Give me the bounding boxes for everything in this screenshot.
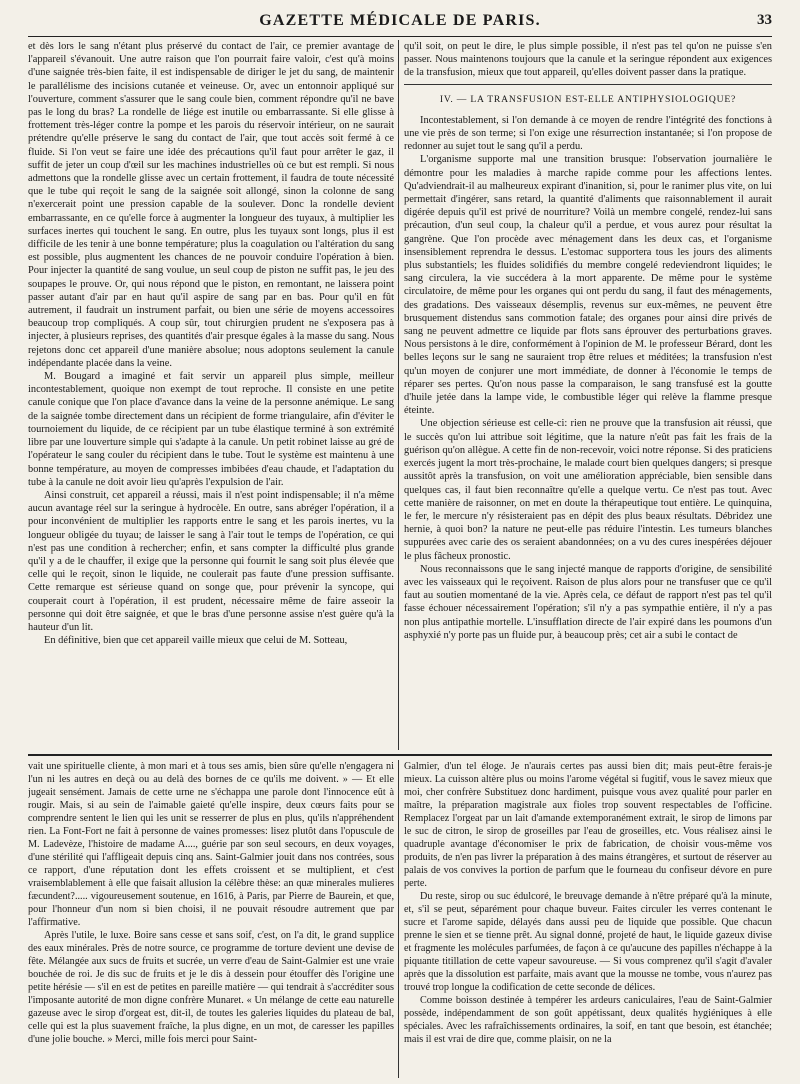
- paragraph: Nous reconnaissons que le sang injecté manque de rapports d'origine, de sensibilité avec les vaisseaux qui le reçoivent. Raison de plus alors pour ne transfuser que ce qu'il faut au soutien momentané de la vie. Après cela, ce défaut de rapport n'est pas tel qu'il fasse échouer nécessairement l'opération; s'il n'y a pas sympathie entière, il n'y a pas non plus antipathie mortelle. L'insufflation directe de l'air expiré dans les poumons d'un asphyxié n'y porte pas un fluide pur, à beaucoup près; cet air a subi le contact de: [404, 563, 772, 641]
- section-heading: IV. — LA TRANSFUSION EST-ELLE ANTIPHYSIOLOGIQUE?: [439, 93, 737, 105]
- page-number: 33: [757, 12, 772, 28]
- paragraph: L'organisme supporte mal une transition brusque: l'observation journalière le démontre pour les maladies à marche rapide comme pour les affections lentes. Qu'adviendrait-il au malheureux expirant d'inanition, si, pour le ranimer plus vite, on lui permettait d'ingérer, sans retard, la quantité d'aliments que raisonnablement il aurait digérée depuis qu'il est privé de nourriture? Voilà un membre congelé, rendez-lui sans précaution, d'un seul coup, la chaleur qu'il a perdue, et vous aurez pour résultat la gangrène. Que l'on procède avec ménagement dans les deux cas, et l'organisme insensiblement reprendra le dessus. L'estomac supportera tous les jours des aliments plus substantiels; les fluides solidifiés du membre congelé redeviendront liquides; le sang circulera, la vie succédera à la mort apparente. De même pour le système circulatoire, de même pour les organes qui ont perdu du sang, il faut des ménagements, des gradations. Des vaisseaux désemplis, revenus sur eux-mêmes, ne peuvent être brusquement distendus sans commotion fatale; des organes pour ainsi dire privés de sang ne peuvent admettre ce liquide par flots sans éprouver des perturbations graves. Nous persistons à le dire, conformément à l'opinion de M. le professeur Bérard, dont les belles leçons sur le sang ne sauraient trop être relues et méditées; la transfusion n'est qu'un moyen de conjurer une mort immédiate, de donner à l'économie le temps de réparer ses pertes. Qu'on nous passe la comparaison, le sang transfusé est la goutte d'huile jetée dans la lampe vide, le combustible léger qui relève la flamme presque éteinte.: [404, 154, 772, 417]
- paragraph: Incontestablement, si l'on demande à ce moyen de rendre l'intégrité des fonctions à une vie près de son terme; si l'on exige une résurrection instantanée; si l'on propose de redonner au sujet tout le sang qu'il a perdu.: [404, 114, 772, 153]
- feuilleton-column-right: [404, 760, 772, 1078]
- feuilleton-column-left: [28, 760, 394, 1078]
- paragraph: Après l'utile, le luxe. Boire sans cesse et sans soif, c'est, on l'a dit, le grand supplice des eaux minérales. Près de notre source, ce programme de torture devient une devise de fête. Mélangée aux sucs de fruits et sucrée, un verre d'eau de Saint-Galmier est une vraie bouchée de roi. Je dis suc de fruits et je le dis à dessein pour étouffer dès l'origine une petite hérésie — s'il en est de petites en pareille matière — qui tendrait à s'accréditer sous l'imposante autorité de mon digne confrère Munaret. « Un mélange de cette eau naturelle gazeuse avec le sirop d'orgeat est, dit-il, de toutes les galeries liquides du plateau de bal, celle qui est la plus suavement fraîche, la plus digne, en un mot, de caresser les papilles d'une jolie bouche. » Merci, mille fois merci pour Saint-: [28, 930, 394, 1045]
- section-rule: [404, 84, 772, 85]
- paragraph: Une objection sérieuse est celle-ci: rien ne prouve que la transfusion ait réussi, que le succès qu'on lui attribue soit légitime, que la nature n'eût pas fait les frais de la guérison qu'on allègue. A cette fin de non-recevoir, voici notre réponse. Si des praticiens exercés jugent la mort très-prochaine, le malade court bien quelques dangers; si presque aussitôt après la transfusion, on voit une amélioration appréciable, bien sensible dans quelques cas, il faut bien reconnaître qu'elle a quelque vertu. Ce n'est pas tout. Avec cette manière de raisonner, on met en doute la thérapeutique tout entière. Le quinquina, le fer, le mercure n'y résisteraient pas en dépit des plus beaux résultats. Débridez une hernie, à quoi bon? la nature ne peut-elle pas réduire l'intestin. Les tumeurs blanches suppurées avec carie des os seraient abandonnées; on a vu des cures inespérées déjouer le plus fâcheux pronostic.: [404, 418, 772, 562]
- paragraph: Galmier, d'un tel éloge. Je n'aurais certes pas aussi bien dit; mais peut-être ferais-je mieux. La cuisson altère plus ou moins l'arome végétal si fugitif, vous le savez mieux que moi, cher confrère Substituez donc hardiment, puisque vous avez qualité pour parler en maître, la préparation magistrale aux fioles trop souvent respectables de l'officine. Remplacez l'orgeat par un lait d'amande extemporanément extrait, le sirop de limons par le suc de citron, le sirop de groseilles par l'eau de groseilles, etc. Vous réalisez ainsi le quadruple avantage d'économiser le prix de fabrication, de choisir vous-même vos produits, de n'en pas livrer la préparation à des mains étrangères, et surtout de réserver au palais de vos convives la portion de parfum que le fourneau du confiseur dévore en pure perte.: [404, 761, 772, 889]
- article-column-left: [28, 40, 394, 750]
- paragraph: Du reste, sirop ou suc édulcoré, le breuvage demande à n'être préparé qu'à la minute, et, s'il se peut, séparément pour chaque buveur. Faites circuler les verres contenant le sucre et l'arome sapide, délayés dans aussi peu de liquide que possible. Que chacun prenne le sien et se tienne prêt. Au signal donné, projeté de haut, le liquide gazeux divise et fragmente les molécules parfumées, de façon à ce qu'aucune des papilles n'échappe à la piquante titillation de cette vapeur savoureuse. — Si vous comprenez qu'il s'agit d'avaler après que la dissolution est parfaite, mais avant que la mousse ne tombe, vous n'aurez pas trouvé trop longue la codification de cette seconde de délices.: [404, 891, 772, 993]
- feuilleton-divider: [28, 754, 772, 756]
- paragraph: Ainsi construit, cet appareil a réussi, mais il n'est point indispensable; il n'a même aucun avantage réel sur la seringue à hydrocèle. En outre, sans abréger l'opération, il a pour inconvénient de multiplier les rapports entre le sang et les parois inertes, vu la longueur obligée du tuyau; de laisser le sang à l'air tout le temps de l'opération, ce qui n'est pas une condition à rechercher; enfin, et sans compter la difficulté plus grande qu'il y a de le chauffer, il exige que la personne qui fournit le sang soit plus élevée que celle qui le reçoit, sinon le liquide, ne coulerait pas faute d'une pression suffisante. Cette remarque est sérieuse quand on songe que, pour prévenir la syncope, qui couperait court à l'opération, il est prudent, nécessaire même de faire asseoir la personne qui doit être saignée, et que le bras d'une personne assise n'est guère qu'à la hauteur d'un lit.: [28, 489, 394, 633]
- article-column-right: [404, 40, 772, 750]
- page-header: [28, 10, 772, 37]
- paragraph: vait une spirituelle cliente, à mon mari et à tous ses amis, bien sûre qu'elle n'engagera ni l'un ni les autres en deçà ou au delà des bornes de ce qu'ils me doivent. » — Et elle jugeait sensément. Jamais de cette urne ne s'échappa une parole dont l'innocence eût à rougir. Mais, si au sein de l'aimable gaieté qu'elle inspire, deux cœurs faits pour se comprendre sentent le lien qui les unit se resserrer de plus en plus, qu'ils n'appréhendent rien. La Font-Fort ne fait à personne de vaines promesses: lisez plutôt dans l'opuscule de M. Ladevèze, l'histoire de madame A...., guérie par son seul secours, en deux voyages, d'une stérilité qui l'affligeait depuis cinq ans. Saint-Galmier jouit dans nos contrées, sous ce rapport, d'une réputation dont les effets croissent et se multiplient, et c'est vraisemblablement à elle que faisait allusion la célèbre thèse: an quæ minerales mulieres fæcundent?..... vigoureusement soutenue, en 1616, à Paris, par Pierre de Baurein, et que, pour l'honneur d'un nom si bien choisi, il ne pouvait résoudre autrement que par l'affirmative.: [28, 761, 394, 928]
- paragraph: qu'il soit, on peut le dire, le plus simple possible, il n'est pas tel qu'on ne puisse s'en passer. Nous maintenons toujours que la canule et la seringue répondent aux exigences de la transfusion, mieux que tout appareil, qu'elles doivent passer dans la pratique.: [404, 41, 772, 79]
- paragraph: En définitive, bien que cet appareil vaille mieux que celui de M. Sotteau,: [44, 635, 348, 647]
- paragraph: M. Bougard a imaginé et fait servir un appareil plus simple, meilleur incontestablement, quoique non exempt de tout reproche. Il consiste en une petite canule conique que l'on place d'avance dans la veine de la personne anémique. Le sang de la saignée tombe directement dans un récipient de forme triangulaire, afin d'éviter le tournoiement du liquide, de ce récipient par un tube élastique terminé à son extrémité libre par une louverture simple qui s'adapte à la canule. Un petit robinet laisse au gré de l'opérateur le sang couler du récipient dans le tube. Tout le système est maintenu à une bonne température, au moyen de compresses imbibées d'eau chaude, et l'adaptation du tube à la canule ne doit avoir lieu qu'après l'expulsion de l'air.: [28, 371, 394, 488]
- journal-title: GAZETTE MÉDICALE DE PARIS.: [259, 12, 541, 29]
- column-divider: [398, 760, 399, 1078]
- paragraph: et dès lors le sang n'étant plus préservé du contact de l'air, ce premier avantage de l'appareil s'évanouit. Une autre raison que l'on pourrait faire valoir, c'est qu'à moins d'une saignée très-bien faite, il est indispensable de diriger le jet du sang, de maintenir le parallélisme des incisions cutanée et veineuse. Or, avec un entonnoir appliqué sur l'ouverture, comment s'assurer que le sang coule bien, comment répondre qu'il ne bave pas le long du bras? La rondelle de liége est inutile ou embarrassante. Si elle glisse à frottement très-léger contre la pompe et les parois du réservoir intérieur, on ne saurait prétendre qu'elle préserve le sang du contact de l'air, que tout accès soit fermé à ce fluide. Si l'on veut se faire une idée des précautions qu'il faut pour arrêter le gaz, il suffit de jeter un coup d'œil sur les machines industrielles où ce but est rempli. Si nous admettons que la rondelle glisse avec un certain frottement, il faudra de toute nécessité que le tube qui reçoit le sang de la saignée soit allongé, sinon la colonne de sang n'exercerait point une pression capable de la soulever. Donc la rondelle devient embarrassante, en ce qu'elle force à augmenter la longueur des tuyaux, à multiplier les surfaces inertes qui touchent le sang. En outre, plus les tuyaux sont longs, plus il est difficile de les tenir à une bonne température; plus la coagulation ou l'altération du sang est possible, plus augmentent les chances de ne pouvoir conduire l'opération à bien. Pour injecter la quantité de sang voulue, un seul coup de piston ne suffit pas, le jeu des soupapes le prouve. Or, qui nous répond que le piston, en remontant, ne laissera point passer autant d'air par en haut qu'il aspire de sang par en bas. Pour qu'il en fût autrement, il faudrait un instrument parfait, ou bien une série de moyens accessoires beaucoup trop compliqués. A coup sûr, tout chirurgien prudent ne s'exposera pas à injecter, à plusieurs reprises, des quantités d'air presque égales à la masse du sang. Nous rejetons donc cet appareil d'une manière absolue; nous adoptons seulement la canule indépendante placée dans la veine.: [28, 41, 394, 369]
- paragraph: Comme boisson destinée à tempérer les ardeurs caniculaires, l'eau de Saint-Galmier possède, indépendamment de son goût appétissant, deux qualités hygiéniques à elle spéciales. Avec les rafraîchissements ordinaires, la soif, en tant que besoin, est étanchée; mais il est vrai de dire que, comme plaisir, on ne la: [404, 995, 772, 1045]
- column-divider: [398, 40, 399, 750]
